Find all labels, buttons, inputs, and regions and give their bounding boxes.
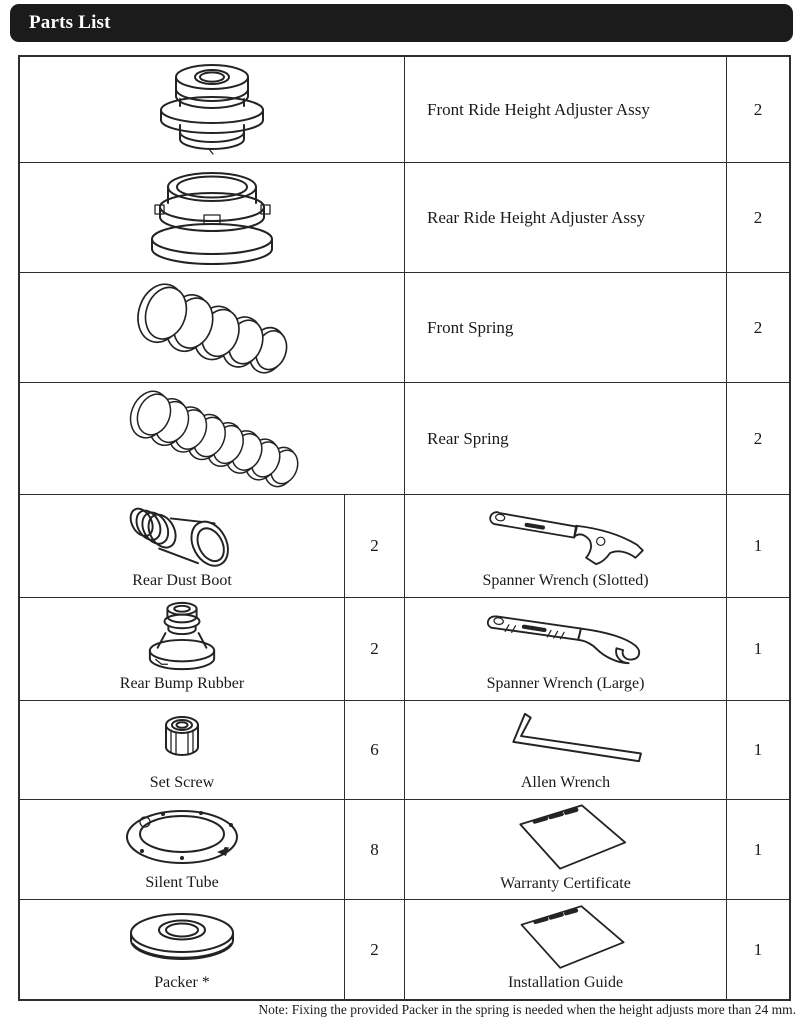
part-qty: 2 — [753, 428, 763, 448]
part-cell — [20, 598, 345, 700]
table-row — [20, 163, 789, 273]
part-name: Front Spring — [405, 273, 727, 382]
figure — [405, 900, 726, 974]
part-cell — [20, 900, 345, 999]
part-qty: 2 — [753, 207, 763, 227]
front-spring-icon — [126, 277, 298, 379]
part-name: Installation Guide — [507, 974, 624, 991]
part-illustration-cell — [20, 273, 405, 382]
part-name: Rear Bump Rubber — [119, 675, 245, 692]
front-ride-height-adjuster-icon — [137, 62, 287, 158]
part-name: Rear Ride Height Adjuster Assy — [405, 163, 727, 272]
table-row — [20, 383, 789, 495]
figure — [20, 598, 344, 675]
figure — [20, 701, 344, 774]
figure — [20, 800, 344, 874]
part-name: Warranty Certificate — [500, 875, 631, 892]
part-qty: 1 — [753, 839, 763, 859]
part-qty: 6 — [345, 701, 405, 799]
part-illustration-cell — [20, 163, 405, 272]
table-row — [20, 273, 789, 383]
spanner-wrench-large-icon — [471, 608, 661, 666]
part-name: Packer * — [154, 974, 210, 991]
part-qty: 1 — [753, 536, 763, 555]
part-qty: 1 — [753, 939, 763, 959]
figure — [405, 799, 726, 875]
allen-wrench-icon — [481, 709, 651, 767]
part-name: Spanner Wrench (Slotted) — [482, 572, 649, 589]
part-name: Rear Dust Boot — [132, 572, 232, 589]
part-cell — [20, 800, 345, 899]
part-cell — [405, 800, 727, 899]
part-qty: 2 — [753, 317, 763, 337]
parts-table — [18, 55, 791, 1001]
silent-tube-icon — [118, 805, 246, 869]
part-qty: 2 — [753, 99, 763, 119]
installation-guide-icon — [488, 900, 643, 974]
part-cell — [405, 495, 727, 597]
parts-list-header — [10, 4, 793, 42]
part-qty: 1 — [753, 639, 763, 658]
page-title: Parts List — [29, 12, 111, 33]
set-screw-icon — [159, 713, 205, 763]
figure — [20, 495, 344, 572]
part-cell — [405, 598, 727, 700]
figure — [405, 598, 726, 675]
rear-spring-icon — [124, 386, 300, 491]
rear-bump-rubber-icon — [135, 599, 230, 675]
rear-ride-height-adjuster-icon — [130, 168, 295, 268]
part-name: Set Screw — [149, 774, 215, 791]
table-row — [20, 800, 789, 900]
part-illustration-cell — [20, 57, 405, 162]
footnote: Note: Fixing the provided Packer in the spring is needed when the height adjusts more than 24 mm. — [258, 1002, 796, 1017]
part-cell — [405, 900, 727, 999]
spanner-wrench-slotted-icon — [471, 502, 661, 566]
part-qty: 1 — [753, 740, 763, 759]
table-row — [20, 57, 789, 163]
rear-dust-boot-icon — [116, 499, 248, 569]
part-cell — [405, 701, 727, 799]
part-name: Spanner Wrench (Large) — [486, 675, 645, 692]
packer-icon — [123, 909, 241, 965]
part-qty: 2 — [345, 495, 405, 597]
figure — [405, 495, 726, 572]
warranty-certificate-icon — [488, 799, 643, 875]
part-cell — [20, 495, 345, 597]
figure — [405, 701, 726, 774]
table-row — [20, 598, 789, 701]
table-row — [20, 900, 789, 999]
figure — [20, 900, 344, 974]
part-illustration-cell — [20, 383, 405, 494]
part-qty: 8 — [345, 800, 405, 899]
part-qty: 2 — [345, 598, 405, 700]
table-row — [20, 701, 789, 800]
part-name: Rear Spring — [405, 383, 727, 494]
part-qty: 2 — [345, 900, 405, 999]
table-row — [20, 495, 789, 598]
part-name: Silent Tube — [145, 874, 219, 891]
part-name: Allen Wrench — [520, 774, 611, 791]
part-cell — [20, 701, 345, 799]
part-name: Front Ride Height Adjuster Assy — [405, 57, 727, 162]
